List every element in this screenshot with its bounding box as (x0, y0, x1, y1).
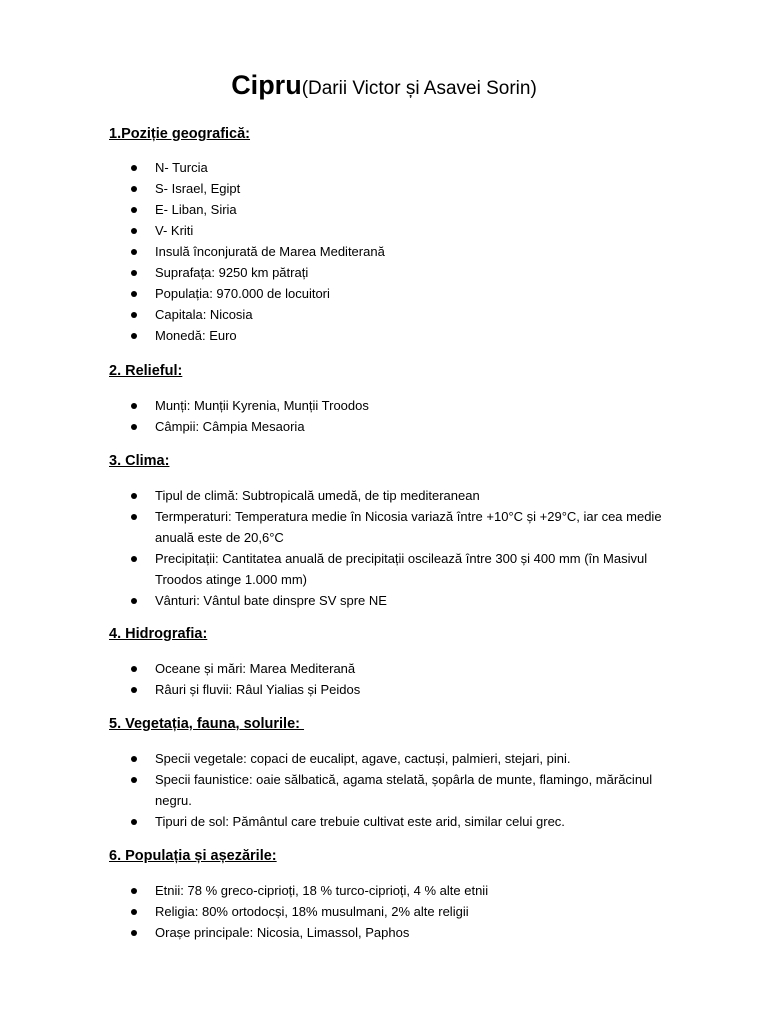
list-item (109, 304, 669, 325)
list-item (109, 262, 669, 283)
bullet-icon (131, 930, 137, 936)
section-geographic-position (109, 124, 669, 346)
list-item-text: Etnii: 78 % greco-ciprioți, 18 % turco-ciprioți, 4 % alte etnii (155, 883, 489, 898)
bullet-icon (131, 228, 137, 234)
list-item (109, 901, 669, 922)
list-item-text: N- Turcia (155, 160, 208, 175)
bullet-icon (131, 909, 137, 915)
bullet-list (109, 157, 669, 346)
bullet-icon (131, 291, 137, 297)
bullet-list (109, 880, 669, 943)
list-item (109, 658, 669, 679)
list-item-text: Insulă înconjurată de Marea Mediterană (155, 244, 385, 259)
section-heading: 2. Relieful: (109, 363, 183, 379)
title-country: Cipru (231, 70, 302, 100)
section-heading: 4. Hidrografia: (109, 626, 208, 642)
bullet-list (109, 395, 669, 437)
document-title (0, 70, 768, 101)
list-item-text: S- Israel, Egipt (155, 181, 241, 196)
list-item (109, 548, 669, 590)
list-item-text: Oceane și mări: Marea Mediterană (155, 661, 356, 676)
bullet-icon (131, 333, 137, 339)
list-item (109, 325, 669, 346)
bullet-icon (131, 312, 137, 318)
bullet-list (109, 485, 669, 611)
list-item-text: Vânturi: Vântul bate dinspre SV spre NE (155, 593, 387, 608)
section-vegetation-fauna-soils (109, 714, 669, 832)
list-item-text: Religia: 80% ortodocși, 18% musulmani, 2% alte religii (155, 904, 469, 919)
list-item (109, 922, 669, 943)
list-item-text: E- Liban, Siria (155, 202, 237, 217)
bullet-list (109, 748, 669, 832)
list-item-text: V- Kriti (155, 223, 194, 238)
list-item (109, 485, 669, 506)
bullet-icon (131, 493, 137, 499)
title-authors: (Darii Victor și Asavei Sorin) (301, 78, 537, 99)
section-heading: 5. Vegetația, fauna, solurile: (109, 716, 305, 732)
list-item (109, 283, 669, 304)
bullet-list (109, 658, 669, 700)
list-item-text: Orașe principale: Nicosia, Limassol, Paphos (155, 925, 410, 940)
list-item-text: Tipul de climă: Subtropicală umedă, de tip mediteranean (155, 488, 480, 503)
section-climate (109, 451, 669, 611)
bullet-icon (131, 756, 137, 762)
list-item (109, 395, 669, 416)
bullet-icon (131, 556, 137, 562)
list-item-text: Râuri și fluvii: Râul Yialias și Peidos (155, 682, 361, 697)
section-population-settlements (109, 846, 669, 943)
list-item (109, 241, 669, 262)
bullet-icon (131, 270, 137, 276)
list-item-text: Tipuri de sol: Pământul care trebuie cultivat este arid, similar celui grec. (155, 814, 565, 829)
bullet-icon (131, 249, 137, 255)
bullet-icon (131, 514, 137, 520)
section-relief (109, 361, 669, 437)
bullet-icon (131, 424, 137, 430)
list-item (109, 506, 669, 548)
bullet-icon (131, 403, 137, 409)
list-item-text: Specii faunistice: oaie sălbatică, agama stelată, șopârla de munte, flamingo, mărăcinul negru. (155, 772, 653, 808)
section-heading: 3. Clima: (109, 453, 170, 469)
section-heading: 6. Populația și așezările: (109, 848, 277, 864)
bullet-icon (131, 687, 137, 693)
list-item (109, 178, 669, 199)
section-hydrography (109, 624, 669, 700)
bullet-icon (131, 888, 137, 894)
list-item (109, 590, 669, 611)
list-item-text: Monedă: Euro (155, 328, 237, 343)
list-item (109, 769, 669, 811)
section-heading: 1.Poziție geografică: (109, 126, 251, 142)
bullet-icon (131, 186, 137, 192)
bullet-icon (131, 666, 137, 672)
list-item (109, 679, 669, 700)
list-item-text: Specii vegetale: copaci de eucalipt, agave, cactuși, palmieri, stejari, pini. (155, 751, 571, 766)
list-item-text: Suprafața: 9250 km pătrați (155, 265, 309, 280)
list-item (109, 416, 669, 437)
bullet-icon (131, 819, 137, 825)
bullet-icon (131, 777, 137, 783)
list-item (109, 811, 669, 832)
bullet-icon (131, 207, 137, 213)
list-item-text: Capitala: Nicosia (155, 307, 253, 322)
list-item-text: Termperaturi: Temperatura medie în Nicosia variază între +10°C și +29°C, iar cea medie anuală este de 20,6°C (155, 509, 662, 545)
list-item (109, 220, 669, 241)
list-item-text: Câmpii: Câmpia Mesaoria (155, 419, 305, 434)
bullet-icon (131, 165, 137, 171)
list-item-text: Populația: 970.000 de locuitori (155, 286, 330, 301)
list-item (109, 199, 669, 220)
list-item (109, 748, 669, 769)
list-item-text: Munți: Munții Kyrenia, Munții Troodos (155, 398, 369, 413)
bullet-icon (131, 598, 137, 604)
list-item-text: Precipitații: Cantitatea anuală de precipitații oscilează între 300 și 400 mm (în Masivul Troodos atinge 1.000 mm) (155, 551, 648, 587)
list-item (109, 880, 669, 901)
list-item (109, 157, 669, 178)
